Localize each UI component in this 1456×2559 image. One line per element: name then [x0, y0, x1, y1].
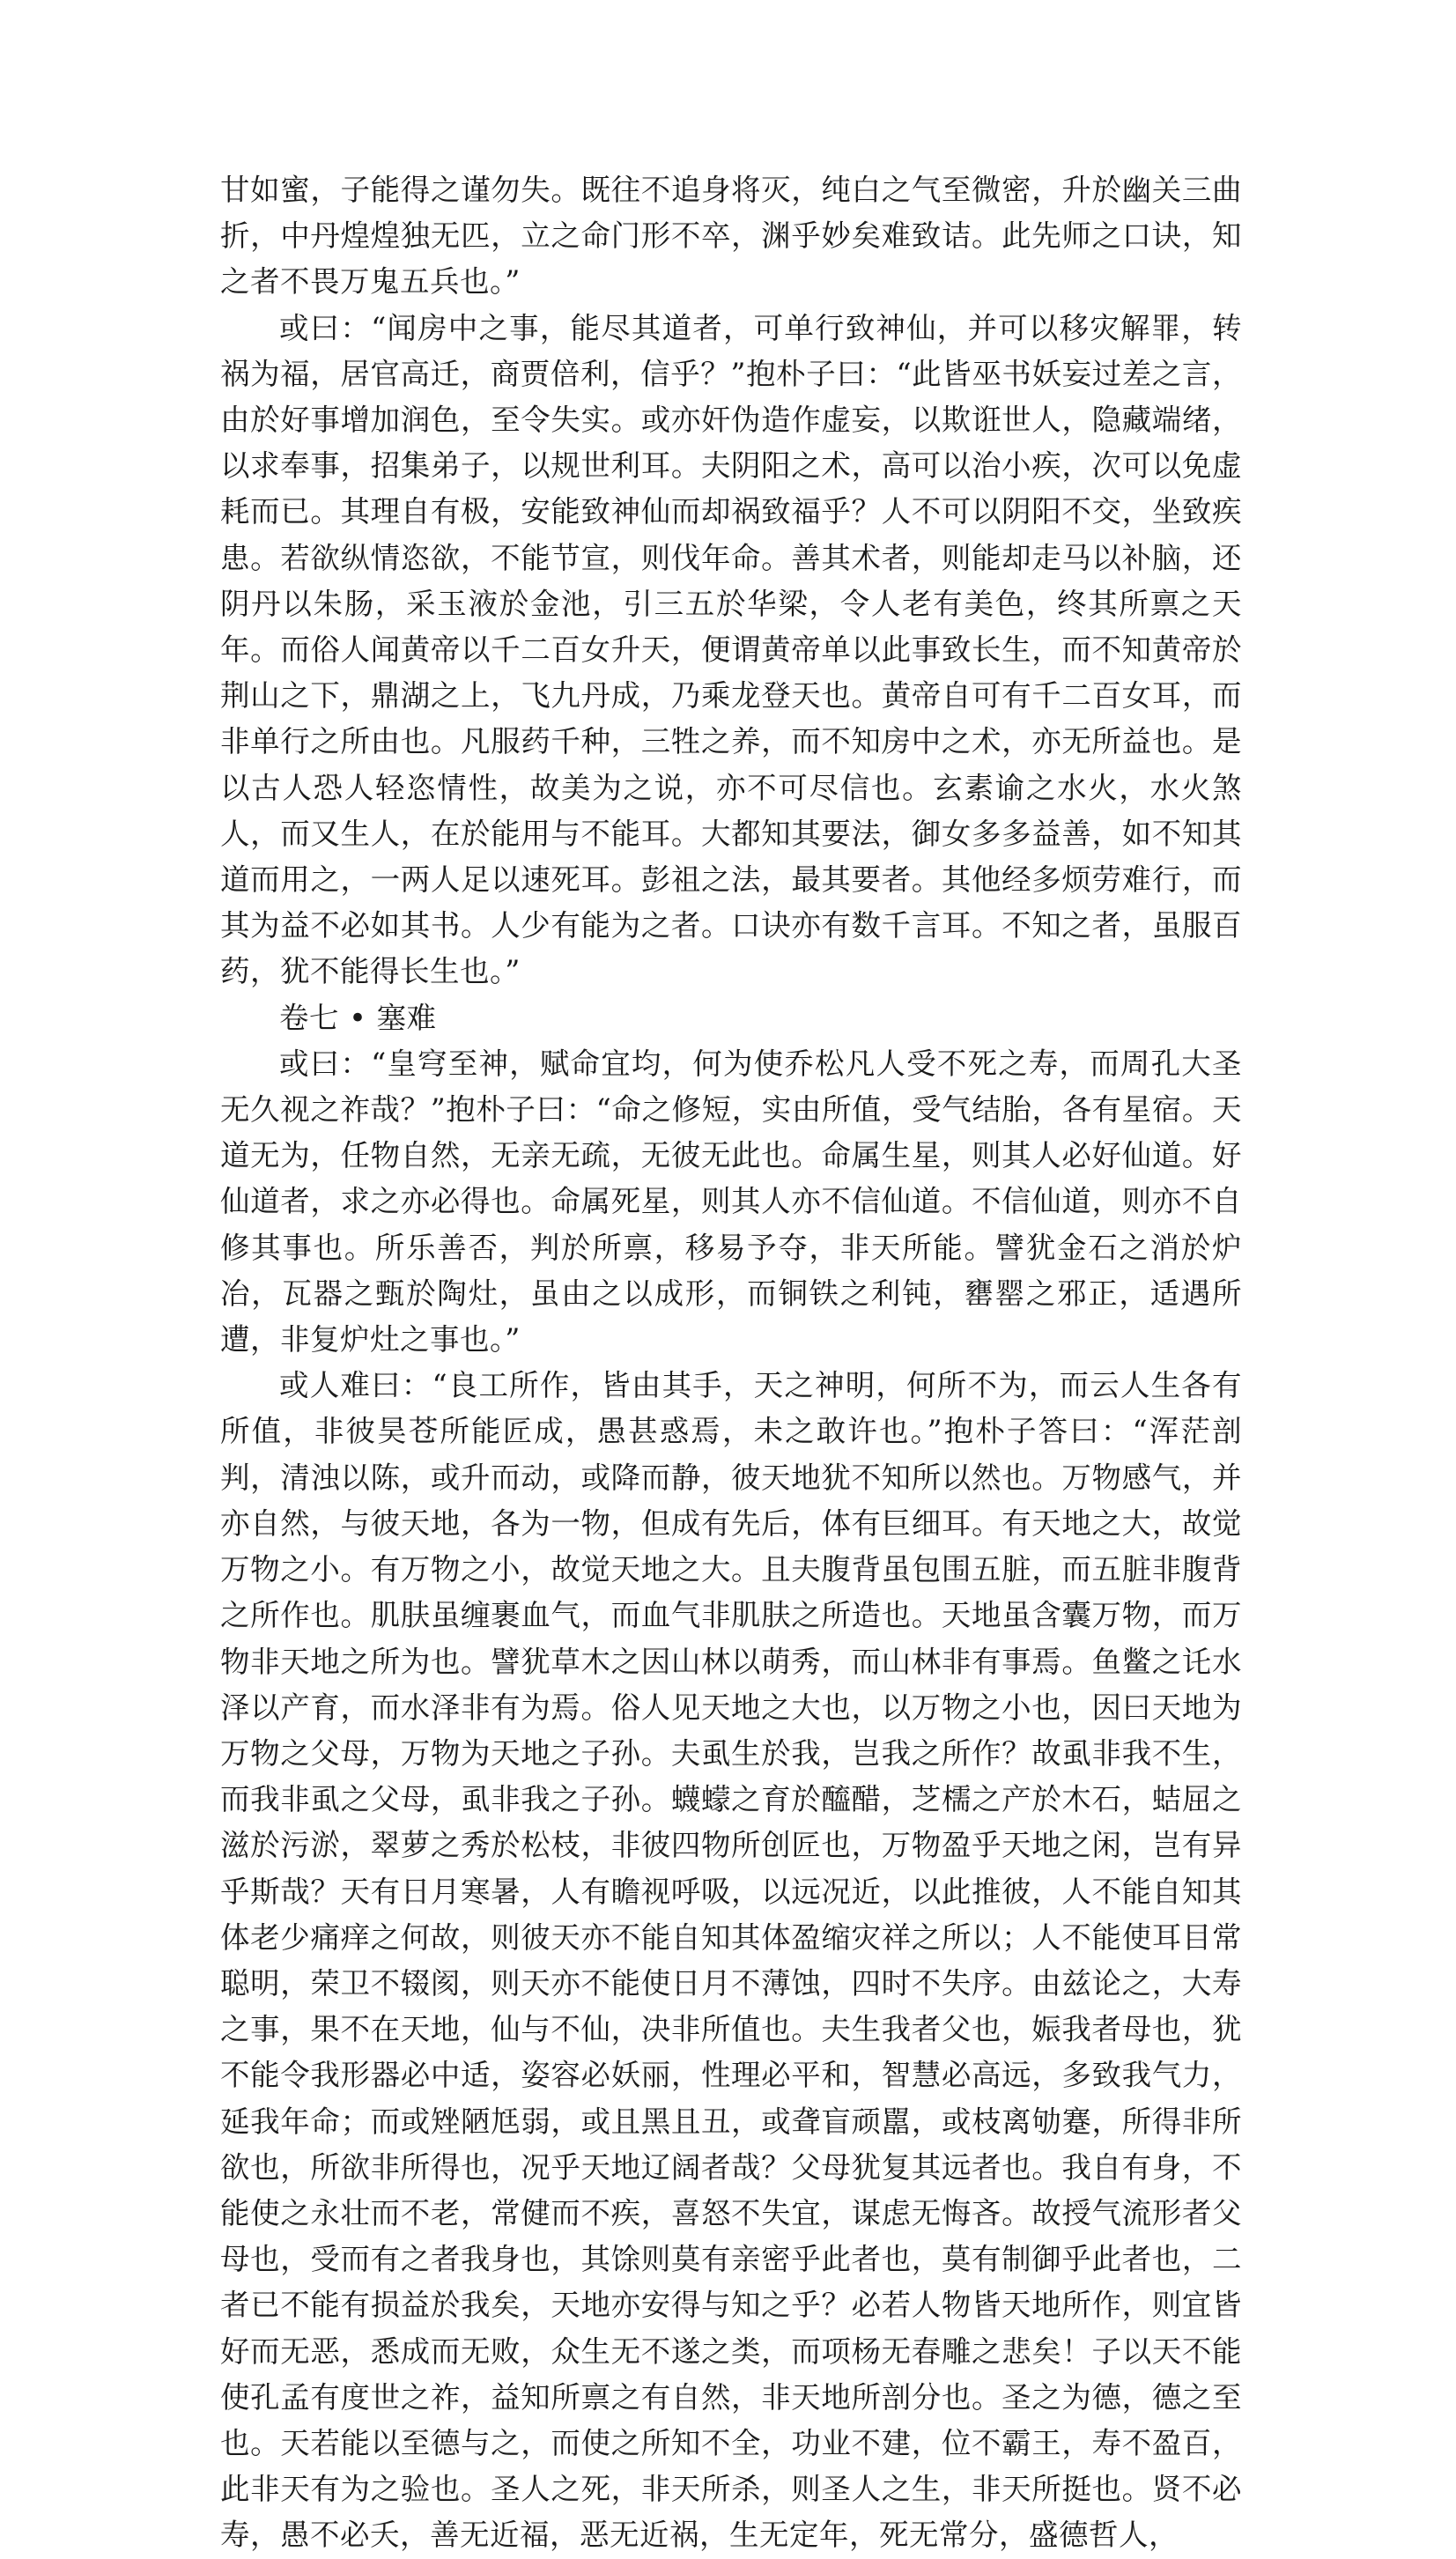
paragraph-fangzhong: 或曰：“闻房中之事，能尽其道者，可单行致神仙，并可以移灾解罪，转祸为福，居官高迁，商贾倍利，信乎？”抱朴子曰：“此皆巫书妖妄过差之言，由於好事增加润色，至令失实。或亦奸伪造作虚妄，以欺诳世人，隐藏端绪，以求奉事，招集弟子，以规世利耳。夫阴阳之术，高可以治小疾，次可以免虚耗而已。其理自有极，安能致神仙而却祸致福乎？人不可以阴阳不交，坐致疾患。若欲纵情恣欲，不能节宣，则伐年命。善其术者，则能却走马以补脑，还阴丹以朱肠，采玉液於金池，引三五於华梁，令人老有美色，终其所禀之天年。而俗人闻黄帝以千二百女升天，便谓黄帝单以此事致长生，而不知黄帝於荆山之下，鼎湖之上，飞九丹成，乃乘龙登天也。黄帝自可有千二百女耳，而非单行之所由也。凡服药千种，三牲之养，而不知房中之术，亦无所益也。是以古人恐人轻恣情性，故美为之说，亦不可尽信也。玄素谕之水火，水火煞人，而又生人，在於能用与不能耳。大都知其要法，御女多多益善，如不知其道而用之，一两人足以速死耳。彭祖之法，最其要者。其他经多烦劳难行，而其为益不必如其书。人少有能为之者。口诀亦有数千言耳。不知之者，虽服百药，犹不能得长生也。”: [220, 310, 1242, 989]
page-body: [220, 167, 1242, 2559]
paragraph-continuation: 甘如蜜，子能得之谨勿失。既往不追身将灭，纯白之气至微密，升於幽关三曲折，中丹煌煌独无匹，立之命门形不卒，渊乎妙矣难致诘。此先师之口诀，知之者不畏万鬼五兵也。”: [220, 173, 1242, 300]
paragraph-huoren-nan: 或人难曰：“良工所作，皆由其手，天之神明，何所不为，而云人生各有所值，非彼昊苍所能匠成，愚甚惑焉，未之敢许也。”抱朴子答曰：“浑茫剖判，清浊以陈，或升而动，或降而静，彼天地犹不知所以然也。万物感气，并亦自然，与彼天地，各为一物，但成有先后，体有巨细耳。有天地之大，故觉万物之小。有万物之小，故觉天地之大。且夫腹背虽包围五脏，而五脏非腹背之所作也。肌肤虽缠裹血气，而血气非肌肤之所造也。天地虽含囊万物，而万物非天地之所为也。譬犹草木之因山林以萌秀，而山林非有事焉。鱼鳖之讬水泽以产育，而水泽非有为焉。俗人见天地之大也，以万物之小也，因曰天地为万物之父母，万物为天地之子孙。夫虱生於我，岂我之所作？故虱非我不生，而我非虱之父母，虱非我之子孙。蠛蠓之育於醯醋，芝檽之产於木石，蛣屈之滋於污淤，翠萝之秀於松枝，非彼四物所创匠也，万物盈乎天地之闲，岂有异乎斯哉？天有日月寒暑，人有瞻视呼吸，以远况近，以此推彼，人不能自知其体老少痛痒之何故，则彼天亦不能自知其体盈缩灾祥之所以；人不能使耳目常聪明，荣卫不辍阂，则天亦不能使日月不薄蚀，四时不失序。由兹论之，大寿之事，果不在天地，仙与不仙，决非所值也。夫生我者父也，娠我者母也，犹不能令我形器必中适，姿容必妖丽，性理必平和，智慧必高远，多致我气力，延我年命；而或矬陋尪弱，或且黑且丑，或聋盲顽嚚，或枝离劬蹇，所得非所欲也，所欲非所得也，况乎天地辽阔者哉？父母犹复其远者也。我自有身，不能使之永壮而不老，常健而不疾，喜怒不失宜，谋虑无悔吝。故授气流形者父母也，受而有之者我身也，其馀则莫有亲密乎此者也，莫有制御乎此者也，二者已不能有损益於我矣，天地亦安得与知之乎？必若人物皆天地所作，则宜皆好而无恶，悉成而无败，众生无不遂之类，而项杨无春雕之悲矣！子以天不能使孔孟有度世之祚，益知所禀之有自然，非天地所剖分也。圣之为德，德之至也。天若能以至德与之，而使之所知不全，功业不建，位不霸王，寿不盈百，此非天有为之验也。圣人之死，非天所杀，则圣人之生，非天所挺也。贤不必寿，愚不必夭，善无近福，恶无近祸，生无定年，死无常分，盛德哲人，: [220, 1368, 1242, 2553]
paragraph-huangqiong: 或曰：“皇穹至神，赋命宜均，何为使乔松凡人受不死之寿，而周孔大圣无久视之祚哉？”抱朴子曰：“命之修短，实由所值，受气结胎，各有星宿。天道无为，任物自然，无亲无疏，无彼无此也。命属生星，则其人必好仙道。好仙道者，求之亦必得也。命属死星，则其人亦不信仙道。不信仙道，则亦不自修其事也。所乐善否，判於所禀，移易予夺，非天所能。譬犹金石之消於炉冶，瓦器之甄於陶灶，虽由之以成形，而铜铁之利钝，罋罂之邪正，适遇所遭，非复炉灶之事也。”: [220, 1046, 1242, 1357]
section-heading: 卷七 • 塞难: [279, 1000, 437, 1035]
